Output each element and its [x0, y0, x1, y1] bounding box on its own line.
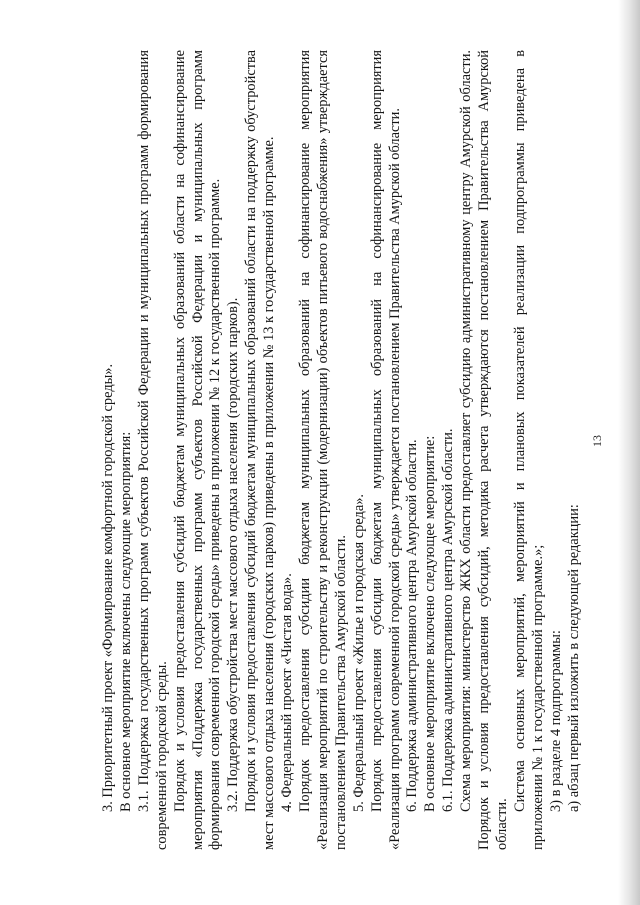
paragraph: В основное мероприятие включено следующее мероприятие:: [422, 435, 439, 812]
binding-edge-shadow: [618, 0, 640, 905]
paragraph: Система основных мероприятий, мероприятий и плановых показателей реализации подпрограммы приведена в приложении № 1 к государственной программе.»;: [511, 50, 546, 850]
paragraph: Порядок предоставления субсидии бюджетам муниципальных образований на софинансирование мероприятия «Реализация программ современной городской среды» утверждается постановлением Правительства Амурской области.: [368, 50, 403, 850]
section-heading: 3.1. Поддержка государственных программ субъектов Российской Федерации и муниципальных программ формирования современной городской среды.: [135, 50, 170, 850]
paragraph: Порядок предоставления субсидии бюджетам муниципальных образований на софинансирование мероприятия «Реализация мероприятий по строительству и реконструкции (модернизации) объектов питьевого водоснабжения» утверждается постановлением Правительства Амурской области.: [296, 50, 349, 850]
section-heading: 5. Федеральный проект «Жилье и городская среда».: [350, 493, 367, 812]
paragraph: Порядок и условия предоставления субсидий бюджетам муниципальных образований области на софинансирование мероприятия «Поддержка государственных программ субъектов Российской Федерации и муниципальных программ формирования современной городской среды» приведены в приложении № 12 к государственной программе.: [171, 50, 224, 850]
section-heading: 3. Приоритетный проект «Формирование комфортной городской среды».: [100, 363, 116, 812]
document-body: [100, 50, 620, 850]
section-heading: 4. Федеральный проект «Чистая вода».: [279, 573, 296, 812]
paragraph: а) абзац первый изложить в следующей редакции:: [565, 504, 582, 812]
paragraph: 3) в разделе 4 подпрограммы:: [547, 630, 564, 812]
paragraph: Схема мероприятия: министерство ЖКХ области предоставляет субсидию административному центру Амурской области. Порядок и условия предоставления субсидий, методика расчета утверждаются постановлением Правительства Амурской области.: [458, 50, 510, 850]
page-number: 13: [590, 435, 604, 447]
section-heading: 3.2. Поддержка обустройства мест массового отдыха населения (городских парков).: [225, 297, 242, 812]
paragraph: В основное мероприятие включены следующие мероприятия:: [117, 431, 134, 812]
section-heading: 6.1. Поддержка административного центра Амурской области.: [440, 428, 457, 812]
section-heading: 6. Поддержка административного центра Амурской области.: [404, 439, 421, 812]
paragraph: Порядок и условия предоставления субсидий бюджетам муниципальных образований области на поддержку обустройства мест массового отдыха населения (городских парков) приведены в приложении № 13 к государственной программе.: [243, 50, 278, 850]
